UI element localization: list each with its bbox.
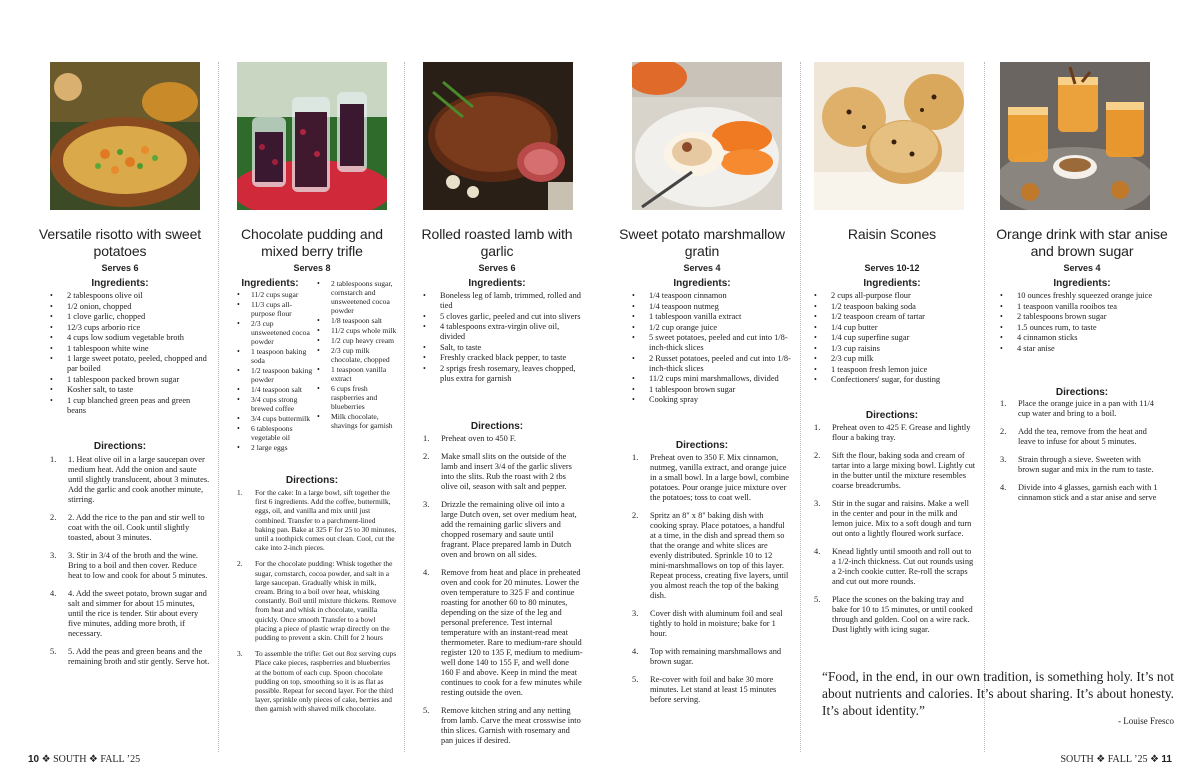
direction-step: 1. Place the orange juice in a pan with 11/4 cup water and bring to a boil. xyxy=(1000,399,1154,418)
list-item: • Cooking spray xyxy=(632,395,792,405)
directions-heading: Directions: xyxy=(1055,387,1109,398)
direction-step: 1. Preheat oven to 425 F. Grease and lightly flour a baking tray. xyxy=(814,423,971,442)
scones-photo xyxy=(814,62,964,210)
ingredients-heading: Ingredients: xyxy=(863,278,921,289)
directions-heading: Directions: xyxy=(285,475,339,486)
directions-list xyxy=(237,488,397,721)
list-item: • 1/4 teaspoon salt xyxy=(237,385,313,394)
serves-count: Serves 8 xyxy=(293,263,331,273)
direction-step: 3. Cover dish with aluminum foil and seal tightly to hold in moisture; bake for 1 hour. xyxy=(632,609,783,638)
list-item: • 10 ounces freshly squeezed orange juice xyxy=(1000,291,1164,301)
directions-heading: Directions: xyxy=(865,410,919,421)
list-item: • 5 sweet potatoes, peeled and cut into 1/8-inch-thick slices xyxy=(632,333,792,353)
list-item: • 4 star anise xyxy=(1000,344,1164,354)
direction-step: 2. For the chocolate pudding: Whisk together the sugar, cornstarch, cocoa powder, and salt in a large saucepan. Gradually whisk in milk, cream. Bring to a boil over heat, whisking constantly. Boil until mixture thickens. Remove from heat and whisk in chocolate, vanilla quickly. Once smooth Transfer to a bowl placing a piece of plastic wrap directly on the pudding to prevent a skin. Chill for 2 hours xyxy=(237,559,397,643)
list-item: • 1/2 onion, chopped xyxy=(50,302,208,312)
list-item: • 1 teaspoon baking soda xyxy=(237,347,313,365)
directions-list xyxy=(423,434,583,754)
list-item: • 1 tablespoon brown sugar xyxy=(632,385,792,395)
list-item: • 5 cloves garlic, peeled and cut into slivers xyxy=(423,312,583,322)
list-item: • Freshly cracked black pepper, to taste xyxy=(423,353,583,363)
recipe-trifle xyxy=(226,0,398,781)
list-item: • 1 teaspoon vanilla extract xyxy=(317,365,397,383)
direction-step: 4. Top with remaining marshmallows and brown sugar. xyxy=(632,647,782,666)
list-item: • 2 tablespoons olive oil xyxy=(50,291,208,301)
list-item: • 1/4 teaspoon cinnamon xyxy=(632,291,792,301)
list-item: • 2 sprigs fresh rosemary, leaves chopped, plus extra for garnish xyxy=(423,364,583,384)
list-item: • 11/2 cups sugar xyxy=(237,290,313,299)
list-item: • Milk chocolate, shavings for garnish xyxy=(317,412,397,430)
serves-count: Serves 4 xyxy=(683,263,721,273)
directions-list xyxy=(50,455,210,675)
list-item: • Confectioners' sugar, for dusting xyxy=(814,375,976,385)
magazine-issue-right: SOUTH ❖ FALL ’25 ❖ xyxy=(1060,754,1159,765)
ingredients-list xyxy=(632,291,792,406)
ingredients-heading: Ingredients: xyxy=(91,278,149,289)
ingredients-heading: Ingredients: xyxy=(241,278,299,289)
list-item: • 11/3 cups all-purpose flour xyxy=(237,300,313,318)
direction-step: 5. Place the scones on the baking tray and bake for 10 to 15 minutes, or until cooked through and golden. Cool on a wire rack. Dust lightly with icing sugar. xyxy=(814,595,973,634)
list-item: • 1 cup blanched green peas and green beans xyxy=(50,396,208,416)
magazine-issue-left: ❖ SOUTH ❖ FALL ’25 xyxy=(41,754,141,765)
serves-count: Serves 6 xyxy=(101,263,139,273)
list-item: • 1.5 ounces rum, to taste xyxy=(1000,323,1164,333)
list-item: • 2 large eggs xyxy=(237,443,313,452)
recipe-title: Sweet potato marshmallow gratin xyxy=(619,226,785,259)
direction-step: 1. For the cake: In a large bowl, sift together the first 6 ingredients. Add the coffee, buttermilk, eggs, oil, and vanilla and mix until just combined. Transfer to a parchment-lined baking pan. Bake at 325 F for 25 to 30 minutes, until a toothpick comes out clean. Cool, cut the cake into 2-inch pieces. xyxy=(237,488,397,553)
list-item: • 1 tablespoon packed brown sugar xyxy=(50,375,208,385)
recipe-title: Rolled roasted lamb with garlic xyxy=(421,226,573,259)
column-divider xyxy=(218,62,219,752)
direction-step: 1. Preheat oven to 450 F. xyxy=(423,434,516,443)
direction-step: 4. 4. Add the sweet potato, brown sugar and salt and simmer for about 15 minutes, until the rice is tender. Stir about every five minutes, adding more broth, if necessary. xyxy=(50,589,207,638)
direction-step: 2. Add the tea, remove from the heat and leave to infuse for about 5 minutes. xyxy=(1000,427,1147,446)
list-item: • 6 cups fresh raspberries and blueberries xyxy=(317,384,397,411)
list-item: • 11/2 cups whole milk xyxy=(317,326,397,335)
recipe-scones xyxy=(806,0,978,781)
direction-step: 1. 1. Heat olive oil in a large saucepan over medium heat. Add the onion and saute until slightly translucent, about 3 minutes. Add the garlic and cook another minute, stirring. xyxy=(50,455,210,504)
list-item: • 4 cinnamon sticks xyxy=(1000,333,1164,343)
direction-step: 1. Preheat oven to 350 F. Mix cinnamon, nutmeg, vanilla extract, and orange juice in a small bowl. In a large bowl, combine potatoes. Pour orange juice mixture over the potatoes; toss to coat well. xyxy=(632,453,789,502)
trifle-photo xyxy=(237,62,387,210)
column-divider xyxy=(404,62,405,752)
pull-quote xyxy=(822,668,1174,719)
page-number-left: 10 xyxy=(28,754,40,765)
recipe-orange-drink xyxy=(992,0,1172,781)
list-item: • Salt, to taste xyxy=(423,343,583,353)
direction-step: 5. Remove kitchen string and any netting from lamb. Carve the meat crosswise into thin slices. Garnish with rosemary and pan juices if desired. xyxy=(423,706,581,745)
lamb-photo xyxy=(423,62,573,210)
list-item: • 1 tablespoon white wine xyxy=(50,344,208,354)
recipe-title: Chocolate pudding and mixed berry trifle xyxy=(241,226,383,259)
direction-step: 2. Make small slits on the outside of the lamb and insert 3/4 of the garlic slivers into the slits. Rub the roast with 2 tbs olive oil, season with salt and pepper. xyxy=(423,452,572,491)
list-item: • 2 tablespoons brown sugar xyxy=(1000,312,1164,322)
list-item: • 1 teaspoon vanilla rooibos tea xyxy=(1000,302,1164,312)
direction-step: 3. 3. Stir in 3/4 of the broth and the wine. Bring to a boil and then cover. Reduce heat to low and cook for about 5 minutes. xyxy=(50,551,208,580)
risotto-photo xyxy=(50,62,200,210)
direction-step: 2. 2. Add the rice to the pan and stir well to coat with the oil. Cook until slightly toasted, about 3 minutes. xyxy=(50,513,205,542)
list-item: • 2/3 cup milk chocolate, chopped xyxy=(317,346,397,364)
list-item: • 1/3 cup raisins xyxy=(814,344,976,354)
direction-step: 2. Sift the flour, baking soda and cream of tartar into a large mixing bowl. Lightly cut in the butter until the mixture resembles coarse breadcrumbs. xyxy=(814,451,976,490)
list-item: • 1/2 teaspoon baking soda xyxy=(814,302,976,312)
list-item: • 2 tablespoons sugar, cornstarch and unsweetened cocoa powder xyxy=(317,279,397,315)
list-item: • 1/2 cup heavy cream xyxy=(317,336,397,345)
orange-drink-photo xyxy=(1000,62,1150,210)
list-item: • 2 cups all-purpose flour xyxy=(814,291,976,301)
list-item: • 1 tablespoon vanilla extract xyxy=(632,312,792,322)
column-divider xyxy=(800,62,801,752)
direction-step: 3. Stir in the sugar and raisins. Make a well in the center and pour in the milk and lemon juice. Mix to a soft dough and turn out onto a lightly floured work surface. xyxy=(814,499,972,538)
quote-author: - Louise Fresco xyxy=(1118,716,1174,726)
quote-text: “Food, in the end, in our own tradition, is something holy. It’s not about nutrients and calories. It’s about sharing. It’s about honesty. It’s about identity.” xyxy=(822,669,1174,718)
list-item: • 2 Russet potatoes, peeled and cut into 1/8-inch-thick slices xyxy=(632,354,792,374)
list-item: • 3/4 cups strong brewed coffee xyxy=(237,395,313,413)
list-item: • Kosher salt, to taste xyxy=(50,385,208,395)
list-item: • 1/2 teaspoon baking powder xyxy=(237,366,313,384)
directions-list xyxy=(632,453,792,713)
recipe-title: Raisin Scones xyxy=(847,226,937,242)
list-item: • 4 cups low sodium vegetable broth xyxy=(50,333,208,343)
list-item: • 1 teaspoon fresh lemon juice xyxy=(814,365,976,375)
direction-step: 3. To assemble the trifle: Get out 8oz serving cups Place cake pieces, raspberries and blueberries at the bottom of each cup. Spoon chocolate pudding on top, smoothing so it is as flat as possible. Repeat for second layer. For the third layer, sprinkle only pieces of cake, berries and then garnish with shaved milk chocolate. xyxy=(237,649,397,714)
ingredients-list xyxy=(50,291,208,416)
list-item: • 1 clove garlic, chopped xyxy=(50,312,208,322)
direction-step: 2. Spritz an 8" x 8" baking dish with cooking spray. Place potatoes, a handful at a time, in the dish and spread them so that the orange and white slices are evenly distributed. Sprinkle 10 to 12 mini-marshmallows on top of this layer. Repeat process, creating five layers, until you almost reach the top of the baking dish. xyxy=(632,511,789,600)
recipe-risotto xyxy=(30,0,210,781)
list-item: • 2/3 cup milk xyxy=(814,354,976,364)
page-number-right: 11 xyxy=(1161,754,1172,765)
direction-step: 4. Knead lightly until smooth and roll out to a 1/2-inch thickness. Cut out rounds using a 2-inch cookie cutter. Re-roll the scraps and cut out more rounds. xyxy=(814,547,974,586)
footer-right xyxy=(1060,754,1172,765)
serves-count: Serves 10-12 xyxy=(864,263,920,273)
list-item: • 1/8 teaspoon salt xyxy=(317,316,397,325)
list-item: • 12/3 cups arborio rice xyxy=(50,323,208,333)
direction-step: 4. Divide into 4 glasses, garnish each with 1 cinnamon stick and a star anise and serve xyxy=(1000,483,1158,502)
ingredients-list xyxy=(423,291,583,384)
list-item: • 3/4 cups buttermilk xyxy=(237,414,313,423)
directions-heading: Directions: xyxy=(470,421,524,432)
list-item: • 11/2 cups mini marshmallows, divided xyxy=(632,374,792,384)
recipe-gratin xyxy=(612,0,792,781)
directions-list xyxy=(814,423,976,643)
ingredients-list xyxy=(1000,291,1164,354)
directions-heading: Directions: xyxy=(93,441,147,452)
serves-count: Serves 4 xyxy=(1063,263,1101,273)
footer-left xyxy=(28,754,140,765)
recipe-title: Versatile risotto with sweet potatoes xyxy=(38,226,202,259)
directions-heading: Directions: xyxy=(675,440,729,451)
ingredients-heading: Ingredients: xyxy=(673,278,731,289)
ingredients-list xyxy=(237,290,313,453)
list-item: • 1/2 teaspoon cream of tartar xyxy=(814,312,976,322)
directions-list xyxy=(1000,399,1164,511)
list-item: • 4 tablespoons extra-virgin olive oil, divided xyxy=(423,322,583,342)
recipe-title: Orange drink with star anise and brown sugar xyxy=(996,226,1168,259)
column-divider xyxy=(984,62,985,752)
ingredients-list-secondary xyxy=(317,279,397,431)
recipe-lamb xyxy=(412,0,582,781)
serves-count: Serves 6 xyxy=(478,263,516,273)
direction-step: 3. Strain through a sieve. Sweeten with brown sugar and mix in the rum to taste. xyxy=(1000,455,1154,474)
list-item: • 1/2 cup orange juice xyxy=(632,323,792,333)
list-item: • Boneless leg of lamb, trimmed, rolled and tied xyxy=(423,291,583,311)
direction-step: 4. Remove from heat and place in preheated oven and cook for 20 minutes. Lower the oven temperature to 325 F and continue roasting for another 60 to 80 minutes, depending on the size of the leg and personal preference. Test internal temperature with an instant-read meat thermometer. Rare to medium-rare should register 120 to 135 F, medium to medium-well done 140 to 155 F, and well done 160 F and above. Keep in mind the meat continues to cook for a few minutes while resting outside the oven. xyxy=(423,568,583,697)
list-item: • 2/3 cup unsweetened cocoa powder xyxy=(237,319,313,346)
gratin-photo xyxy=(632,62,782,210)
ingredients-heading: Ingredients: xyxy=(1053,278,1111,289)
list-item: • 1/4 cup butter xyxy=(814,323,976,333)
ingredients-heading: Ingredients: xyxy=(468,278,526,289)
direction-step: 3. Drizzle the remaining olive oil into a large Dutch oven, set over medium heat, add the remaining garlic slivers and chopped rosemary and saute until fragrant. Place prepared lamb in Dutch oven and brown on all sides. xyxy=(423,500,577,559)
list-item: • 1/4 cup superfine sugar xyxy=(814,333,976,343)
list-item: • 1 large sweet potato, peeled, chopped and par boiled xyxy=(50,354,208,374)
list-item: • 6 tablespoons vegetable oil xyxy=(237,424,313,442)
list-item: • 1/4 teaspoon nutmeg xyxy=(632,302,792,312)
ingredients-list xyxy=(814,291,976,386)
direction-step: 5. Re-cover with foil and bake 30 more minutes. Let stand at least 15 minutes before serving. xyxy=(632,675,777,704)
direction-step: 5. 5. Add the peas and green beans and the remaining broth and stir gently. Serve hot. xyxy=(50,647,210,666)
